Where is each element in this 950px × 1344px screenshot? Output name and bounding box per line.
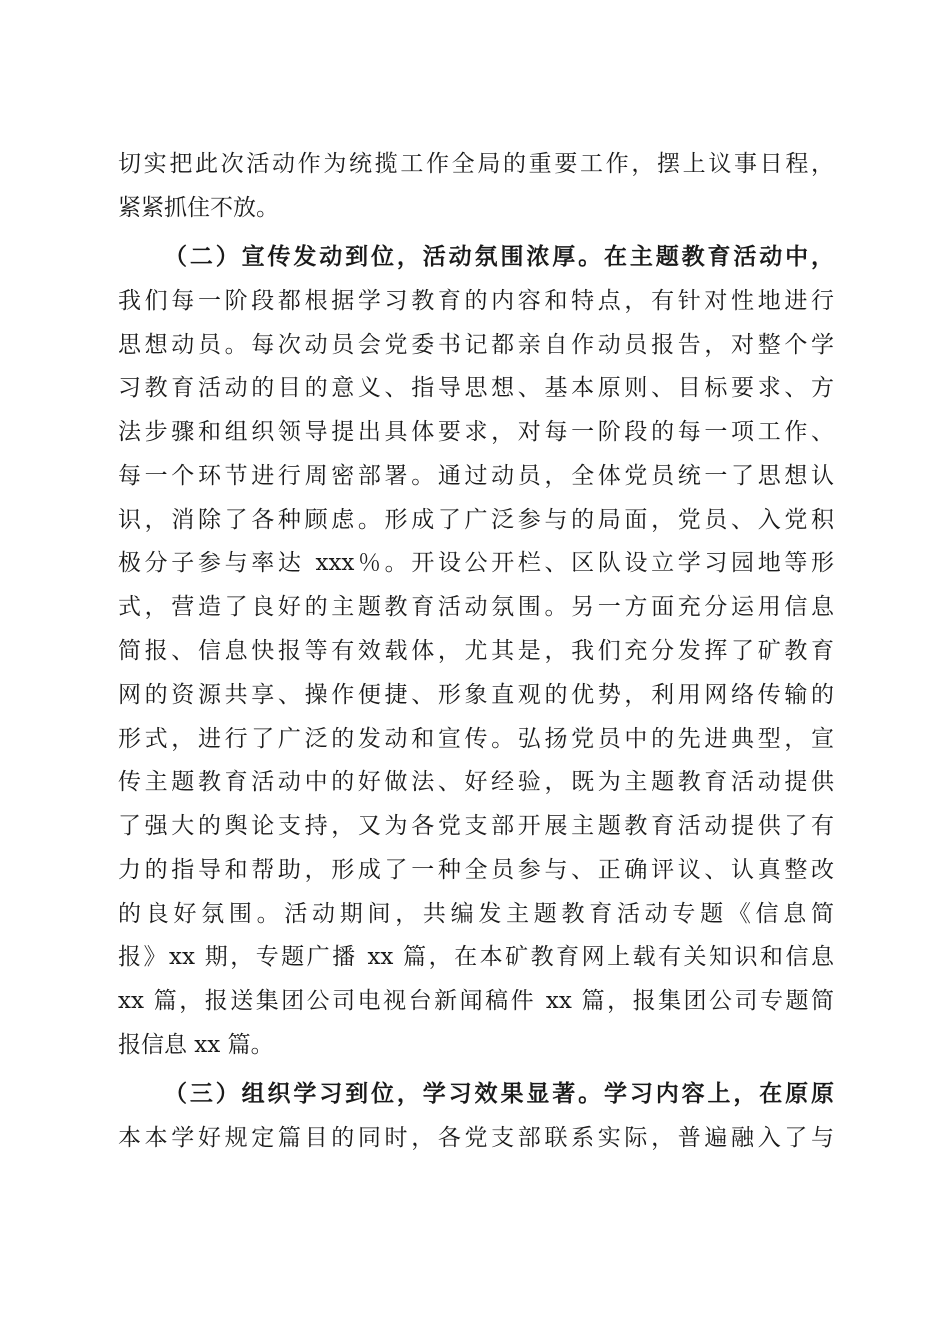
- text-line-8: 每一个环节进行周密部署。通过动员，全体党员统一了思想认: [118, 463, 834, 489]
- text-line-13: 网的资源共享、操作便捷、形象直观的优势，利用网络传输的: [118, 682, 834, 708]
- text-line-21: 报信息 xx 篇。: [118, 1032, 274, 1058]
- text-line-10: 极分子参与率达 xxx％。开设公开栏、区队设立学习园地等形: [118, 550, 834, 576]
- text-line-7: 法步骤和组织领导提出具体要求，对每一阶段的每一项工作、: [118, 419, 834, 445]
- section-heading-line: （二）宣传发动到位，活动氛围浓厚。在主题教育活动中，: [164, 243, 834, 270]
- text-line-4: 我们每一阶段都根据学习教育的内容和特点，有针对性地进行: [118, 288, 834, 314]
- text-line-16: 了强大的舆论支持，又为各党支部开展主题教育活动提供了有: [118, 813, 834, 839]
- text-line-11: 式，营造了良好的主题教育活动氛围。另一方面充分运用信息: [118, 594, 834, 620]
- text-line-18: 的良好氛围。活动期间，共编发主题教育活动专题《信息简: [118, 901, 834, 927]
- text-line-20: xx 篇，报送集团公司电视台新闻稿件 xx 篇，报集团公司专题简: [118, 988, 834, 1014]
- text-line-19: 报》xx 期，专题广播 xx 篇，在本矿教育网上载有关知识和信息: [118, 944, 834, 970]
- text-line-15: 传主题教育活动中的好做法、好经验，既为主题教育活动提供: [118, 769, 834, 795]
- text-line-23: 本本学好规定篇目的同时，各党支部联系实际，普遍融入了与: [118, 1125, 834, 1151]
- text-line-9: 识，消除了各种顾虑。形成了广泛参与的局面，党员、入党积: [118, 507, 834, 533]
- text-line-6: 习教育活动的目的意义、指导思想、基本原则、目标要求、方: [118, 375, 834, 401]
- text-line-1: 切实把此次活动作为统揽工作全局的重要工作，摆上议事日程，: [118, 151, 834, 177]
- text-line-12: 简报、信息快报等有效载体，尤其是，我们充分发挥了矿教育: [118, 638, 834, 664]
- text-line-5: 思想动员。每次动员会党委书记都亲自作动员报告，对整个学: [118, 332, 834, 358]
- text-line-17: 力的指导和帮助，形成了一种全员参与、正确评议、认真整改: [118, 857, 834, 883]
- text-line-14: 形式，进行了广泛的发动和宣传。弘扬党员中的先进典型，宣: [118, 726, 834, 752]
- section-heading-line-2: （三）组织学习到位，学习效果显著。学习内容上，在原原: [164, 1080, 834, 1107]
- text-line-2: 紧紧抓住不放。: [118, 195, 279, 221]
